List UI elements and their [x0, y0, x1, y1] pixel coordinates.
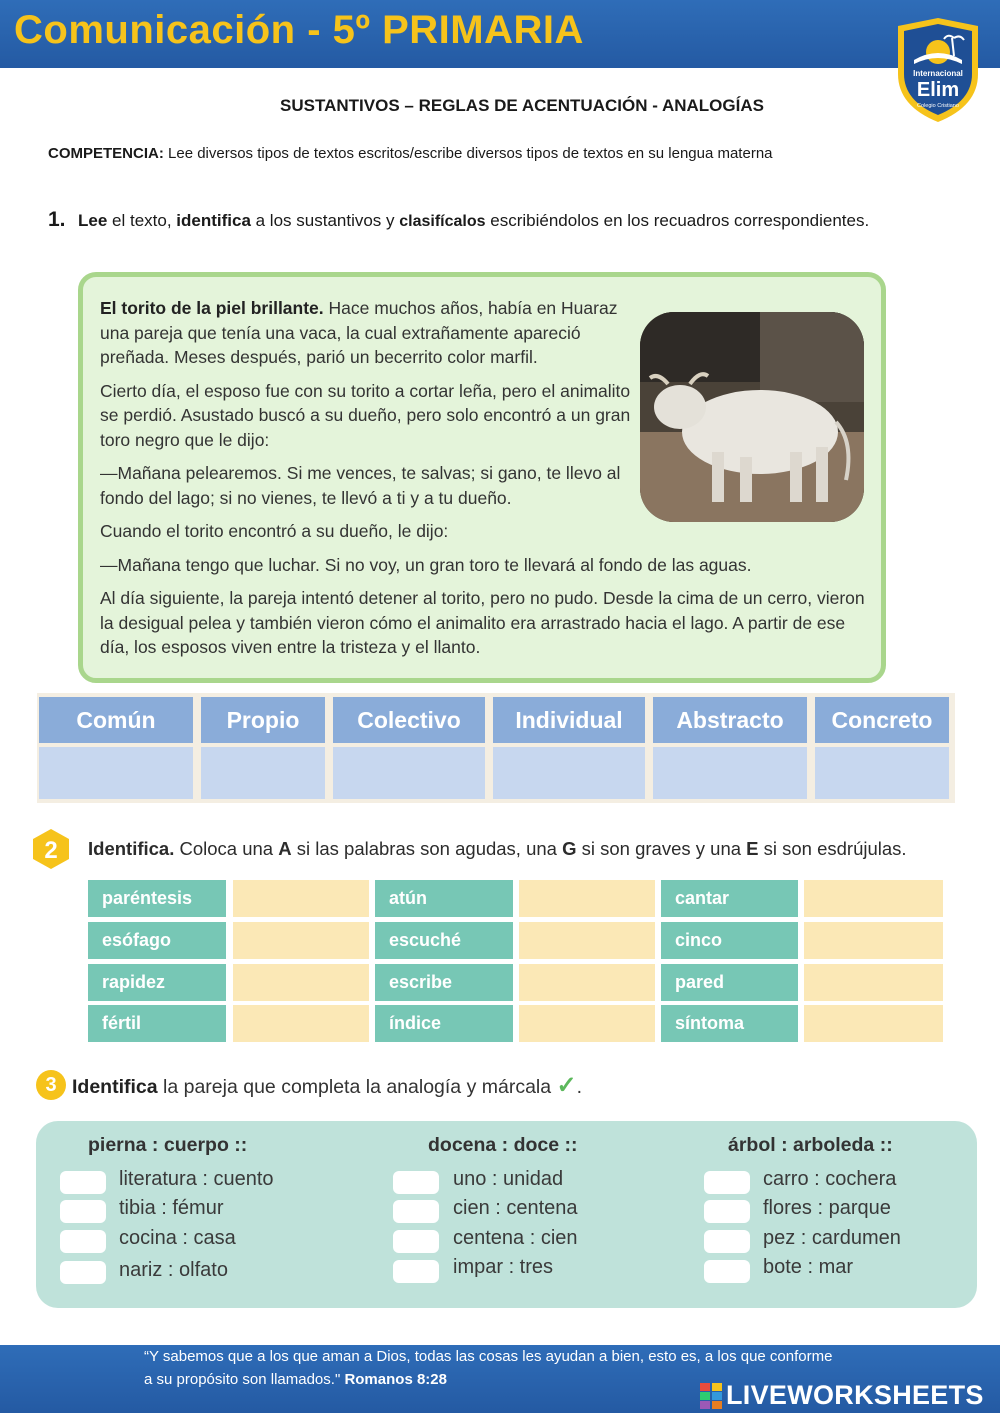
analogy-checkbox[interactable] — [704, 1171, 750, 1194]
word-cell: cinco — [661, 922, 798, 959]
question-3-badge: 3 — [36, 1070, 66, 1100]
analogy-option: bote : mar — [763, 1256, 854, 1278]
analogy-checkbox[interactable] — [704, 1230, 750, 1253]
analogy-option: tibia : fémur — [119, 1197, 224, 1219]
logo-text-top: Internacional — [913, 69, 963, 78]
word-cell: atún — [375, 880, 513, 917]
story-paragraph: Cierto día, el esposo fue con su torito a cortar leña, pero el animalito se perdió. Asustado buscó a su dueño, pero solo encontró a un gran toro negro que le dijo: — [100, 380, 631, 450]
liveworksheets-logo-icon — [700, 1383, 722, 1409]
q2-text: si son esdrújulas. — [758, 838, 907, 859]
story-paragraph: Cuando el torito encontró a su dueño, le dijo: — [100, 521, 449, 541]
answer-cell-comun[interactable] — [39, 747, 193, 799]
word-cell: índice — [375, 1005, 513, 1042]
question-2-badge — [32, 828, 70, 870]
footer-quote-line1: “Y sabemos que a los que aman a Dios, todas las cosas les ayudan a bien, esto es, a los que conforme — [144, 1348, 833, 1365]
analogy-option: nariz : olfato — [119, 1259, 228, 1281]
q2-text: si las palabras son agudas, una — [291, 838, 563, 859]
competencia-text: Lee diversos tipos de textos escritos/escribe diversos tipos de textos en su lengua materna — [163, 145, 773, 162]
accent-answer-cell[interactable] — [519, 964, 655, 1001]
analogy-option: cien : centena — [453, 1197, 578, 1219]
question-2-instruction — [88, 838, 907, 860]
story-paragraph: —Mañana tengo que luchar. Si no voy, un gran toro te llevará al fondo de las aguas. — [100, 554, 752, 575]
story-title: El torito de la piel brillante. — [100, 298, 324, 318]
analogy-head: docena : doce :: — [428, 1134, 578, 1156]
logo-text-bottom: Colegio Cristiano — [917, 103, 959, 109]
answer-cell-concreto[interactable] — [815, 747, 949, 799]
question-3-instruction — [72, 1071, 582, 1100]
column-header-propio: Propio — [201, 697, 325, 743]
q2-letter-a: A — [278, 838, 292, 859]
bull-photo — [640, 312, 864, 522]
footer-quote-reference: Romanos 8:28 — [344, 1371, 447, 1388]
checkmark-icon: ✓ — [556, 1072, 577, 1099]
q2-letter-e: E — [746, 838, 759, 859]
q3-period: . — [576, 1076, 583, 1098]
question-1 — [48, 208, 908, 235]
word-cell: rapidez — [88, 964, 226, 1001]
q2-letter-g: G — [562, 838, 577, 859]
answer-cell-propio[interactable] — [201, 747, 325, 799]
story-p1: Hace muchos años, había en Huaraz una pareja que tenía una vaca, la cual extrañamente apareció preñada. Meses después, parió un becerrito color marfil. — [100, 298, 618, 367]
analogy-checkbox[interactable] — [704, 1200, 750, 1223]
accent-answer-cell[interactable] — [233, 1005, 369, 1042]
analogy-option: carro : cochera — [763, 1168, 897, 1190]
column-header-abstracto: Abstracto — [653, 697, 807, 743]
analogy-checkbox[interactable] — [393, 1200, 439, 1223]
story-paragraph: —Mañana pelearemos. Si me vences, te salvas; si gano, te llevo al fondo del lago; si no vienes, te llevó a ti y a tu dueño. — [100, 463, 621, 508]
accent-answer-cell[interactable] — [233, 964, 369, 1001]
analogy-checkbox[interactable] — [60, 1200, 106, 1223]
analogy-option: centena : cien — [453, 1227, 578, 1249]
word-cell: pared — [661, 964, 798, 1001]
analogy-option: uno : unidad — [453, 1168, 564, 1190]
question-1-number: 1. — [48, 208, 66, 231]
analogy-checkbox[interactable] — [393, 1230, 439, 1253]
word-cell: síntoma — [661, 1005, 798, 1042]
q1-word-clasificalos: clasifícalos — [399, 213, 486, 230]
accent-answer-cell[interactable] — [233, 880, 369, 917]
q1-text: escribiéndolos en los recuadros correspondientes. — [485, 211, 870, 230]
analogy-checkbox[interactable] — [704, 1260, 750, 1283]
competencia — [48, 141, 878, 167]
word-cell: escribe — [375, 964, 513, 1001]
q1-word-identifica: identifica — [176, 211, 251, 230]
q3-lead: Identifica — [72, 1076, 158, 1098]
accent-answer-cell[interactable] — [804, 964, 943, 1001]
analogy-option: impar : tres — [453, 1256, 554, 1278]
analogy-option: literatura : cuento — [119, 1168, 274, 1190]
story-paragraph: Al día siguiente, la pareja intentó detener al torito, pero no pudo. Desde la cima de un cerro, vieron la desigual pelea y también vieron cómo el animalito era arrastrado hacia el lago. A partir de ese día, los esposos viven entre la tristeza y el llanto. — [100, 588, 865, 657]
answer-cell-individual[interactable] — [493, 747, 645, 799]
column-header-concreto: Concreto — [815, 697, 949, 743]
question-1-instruction — [78, 208, 908, 235]
column-header-colectivo: Colectivo — [333, 697, 485, 743]
accent-answer-cell[interactable] — [804, 922, 943, 959]
word-cell: paréntesis — [88, 880, 226, 917]
competencia-label: COMPETENCIA: — [48, 145, 164, 162]
analogy-head: pierna : cuerpo :: — [88, 1134, 248, 1156]
accent-answer-cell[interactable] — [519, 1005, 655, 1042]
q1-text: el texto, — [107, 211, 177, 230]
analogy-checkbox[interactable] — [60, 1171, 106, 1194]
analogy-option: pez : cardumen — [763, 1227, 901, 1249]
worksheet-subtitle: SUSTANTIVOS – REGLAS DE ACENTUACIÓN - ANALOGÍAS — [280, 96, 764, 115]
q2-text: Coloca una — [174, 838, 279, 859]
word-cell: escuché — [375, 922, 513, 959]
analogy-option: flores : parque — [763, 1197, 891, 1219]
column-header-individual: Individual — [493, 697, 645, 743]
question-2-number: 2 — [44, 837, 58, 864]
analogy-checkbox[interactable] — [60, 1230, 106, 1253]
accent-answer-cell[interactable] — [804, 880, 943, 917]
analogy-head: árbol : arboleda :: — [728, 1134, 893, 1156]
footer-quote-text: a su propósito son llamados." — [144, 1371, 345, 1388]
logo-text-main: Elim — [916, 79, 960, 101]
q3-text: la pareja que completa la analogía y márcala — [157, 1076, 557, 1098]
word-cell: fértil — [88, 1005, 226, 1042]
accent-answer-cell[interactable] — [519, 880, 655, 917]
classification-table — [37, 693, 955, 803]
analogy-checkbox[interactable] — [60, 1261, 106, 1284]
analogy-checkbox[interactable] — [393, 1260, 439, 1283]
liveworksheets-text: LIVEWORKSHEETS — [726, 1380, 984, 1410]
accent-answer-cell[interactable] — [233, 922, 369, 959]
liveworksheets-brand[interactable] — [700, 1380, 984, 1411]
word-cell: cantar — [661, 880, 798, 917]
accent-answer-cell[interactable] — [519, 922, 655, 959]
analogy-checkbox[interactable] — [393, 1171, 439, 1194]
q2-text: si son graves y una — [576, 838, 747, 859]
page-title: Comunicación - 5º PRIMARIA — [14, 8, 584, 52]
column-header-comun: Común — [39, 697, 193, 743]
answer-cell-abstracto[interactable] — [653, 747, 807, 799]
story-paragraph — [100, 296, 648, 370]
q2-lead: Identifica. — [88, 838, 175, 859]
word-cell: esófago — [88, 922, 226, 959]
answer-cell-colectivo[interactable] — [333, 747, 485, 799]
q1-word-lee: Lee — [78, 211, 108, 230]
q1-text: a los sustantivos y — [250, 211, 400, 230]
accent-answer-cell[interactable] — [804, 1005, 943, 1042]
analogy-option: cocina : casa — [119, 1227, 236, 1249]
